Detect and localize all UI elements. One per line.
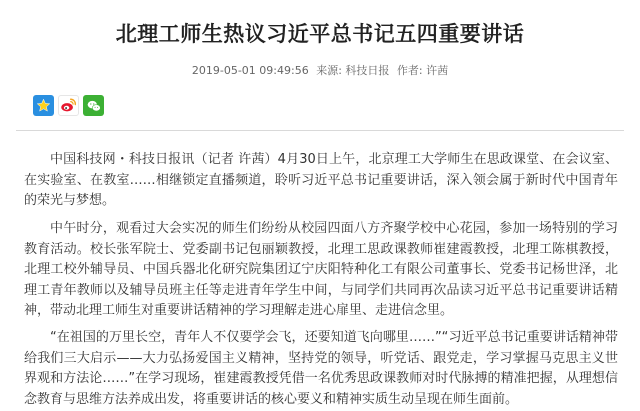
divider [16, 130, 624, 131]
article-author: 作者: 许茜 [396, 64, 449, 77]
share-qzone-button[interactable] [33, 95, 54, 116]
share-wechat-button[interactable] [83, 95, 104, 116]
paragraph-1: 中国科技网・科技日报讯（记者 许茜）4月30日上午，北京理工大学师生在思政课堂、在会议室、在实验室、在教室……相继锁定直播频道，聆听习近平总书记重要讲话，深入领会属于新时代中国青年的荣光与梦想。 [24, 152, 618, 209]
article-source: 来源: 科技日报 [316, 64, 390, 77]
paragraph-3: “在祖国的万里长空，青年人不仅要学会飞，还要知道飞向哪里……”“习近平总书记重要讲话精神带给我们三大启示——大力弘扬爱国主义精神，坚持党的领导，听党话、跟党走，学习掌握马克思主义世界观和方法论……”在学习现场，崔建霞教授凭借一名优秀思政课教师对时代脉搏的精准把握，从理想信念教育与思维方法养成出发，将重要讲话的核心要义和精神实质生动呈现在师生面前。 [24, 330, 618, 407]
paragraph-2: 中午时分，观看过大会实况的师生们纷纷从校园四面八方齐聚学校中心花园，参加一场特别的学习教育活动。校长张军院士、党委副书记包丽颖教授，北理工思政课教师崔建霞教授，北理工陈棋教授，北理工校外辅导员、中国兵器北化研究院集团辽宁庆阳特种化工有限公司董事长、党委书记杨世泽，北理工青年教师以及辅导员班主任等走进青年学生中间，与同学们共同再次品读习近平总书记重要讲话精神，带动北理工师生对重要讲话精神的学习理解走进心扉里、走进信念里。 [24, 221, 618, 319]
article-title: 北理工师生热议习近平总书记五四重要讲话 [115, 22, 525, 46]
share-toolbar [33, 95, 104, 116]
weibo-icon [60, 97, 77, 114]
article-meta [0, 62, 640, 78]
publish-datetime: 2019-05-01 09:49:56 [191, 64, 309, 77]
share-weibo-button[interactable] [58, 95, 79, 116]
wechat-icon [86, 98, 102, 114]
qzone-icon [36, 98, 51, 113]
